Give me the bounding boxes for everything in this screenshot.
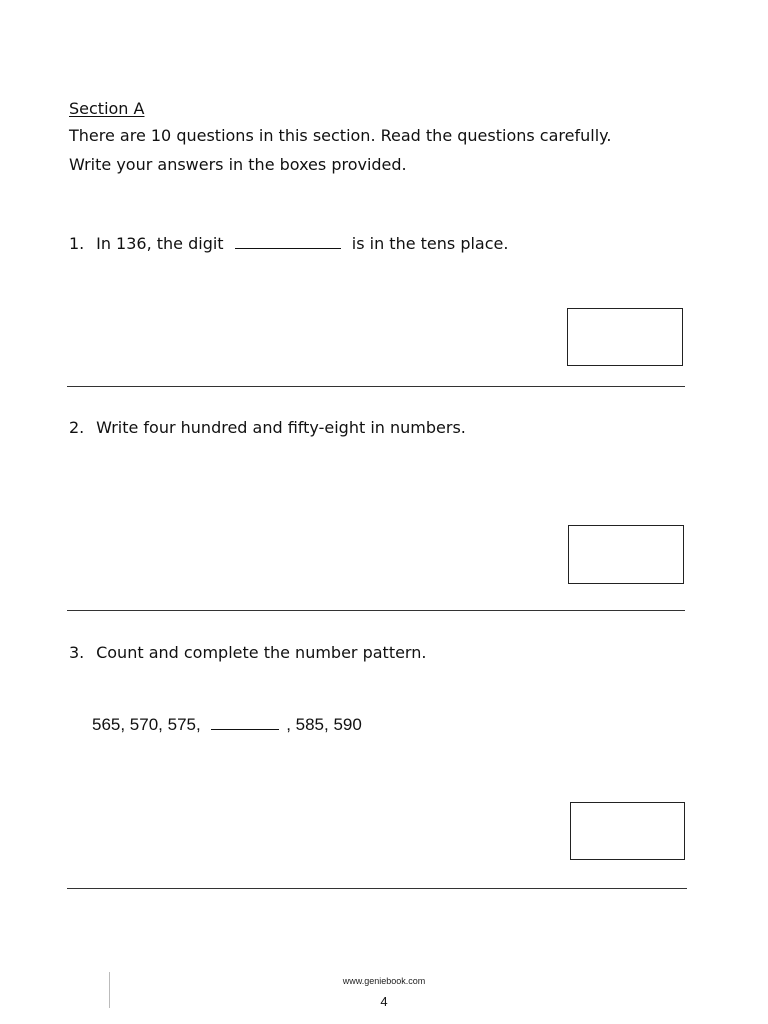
- answer-box-2[interactable]: [568, 525, 684, 584]
- pattern-after: , 585, 590: [286, 715, 362, 734]
- footer-url: www.geniebook.com: [342, 976, 426, 986]
- question-2: [69, 418, 466, 437]
- question-3: [69, 643, 426, 662]
- section-instruction-2: Write your answers in the boxes provided.: [69, 155, 407, 174]
- pattern-before: 565, 570, 575,: [92, 715, 201, 734]
- divider: [67, 888, 687, 889]
- question-text-after: is in the tens place.: [351, 234, 509, 253]
- number-pattern: [92, 715, 362, 735]
- answer-box-3[interactable]: [570, 802, 685, 860]
- question-number: 1.: [69, 234, 85, 253]
- question-text: Write four hundred and fifty-eight in numbers.: [96, 418, 466, 437]
- question-number: 2.: [69, 418, 85, 437]
- divider: [67, 386, 685, 387]
- fill-blank[interactable]: [211, 728, 279, 730]
- fill-blank[interactable]: [235, 247, 341, 249]
- question-text-before: In 136, the digit: [96, 234, 224, 253]
- page-number: 4: [380, 994, 388, 1009]
- answer-box-1[interactable]: [567, 308, 683, 366]
- question-text: Count and complete the number pattern.: [96, 643, 427, 662]
- section-instruction-1: There are 10 questions in this section. Read the questions carefully.: [69, 126, 612, 145]
- question-number: 3.: [69, 643, 85, 662]
- question-1: [69, 234, 508, 253]
- section-title: Section A: [69, 99, 145, 118]
- divider: [67, 610, 685, 611]
